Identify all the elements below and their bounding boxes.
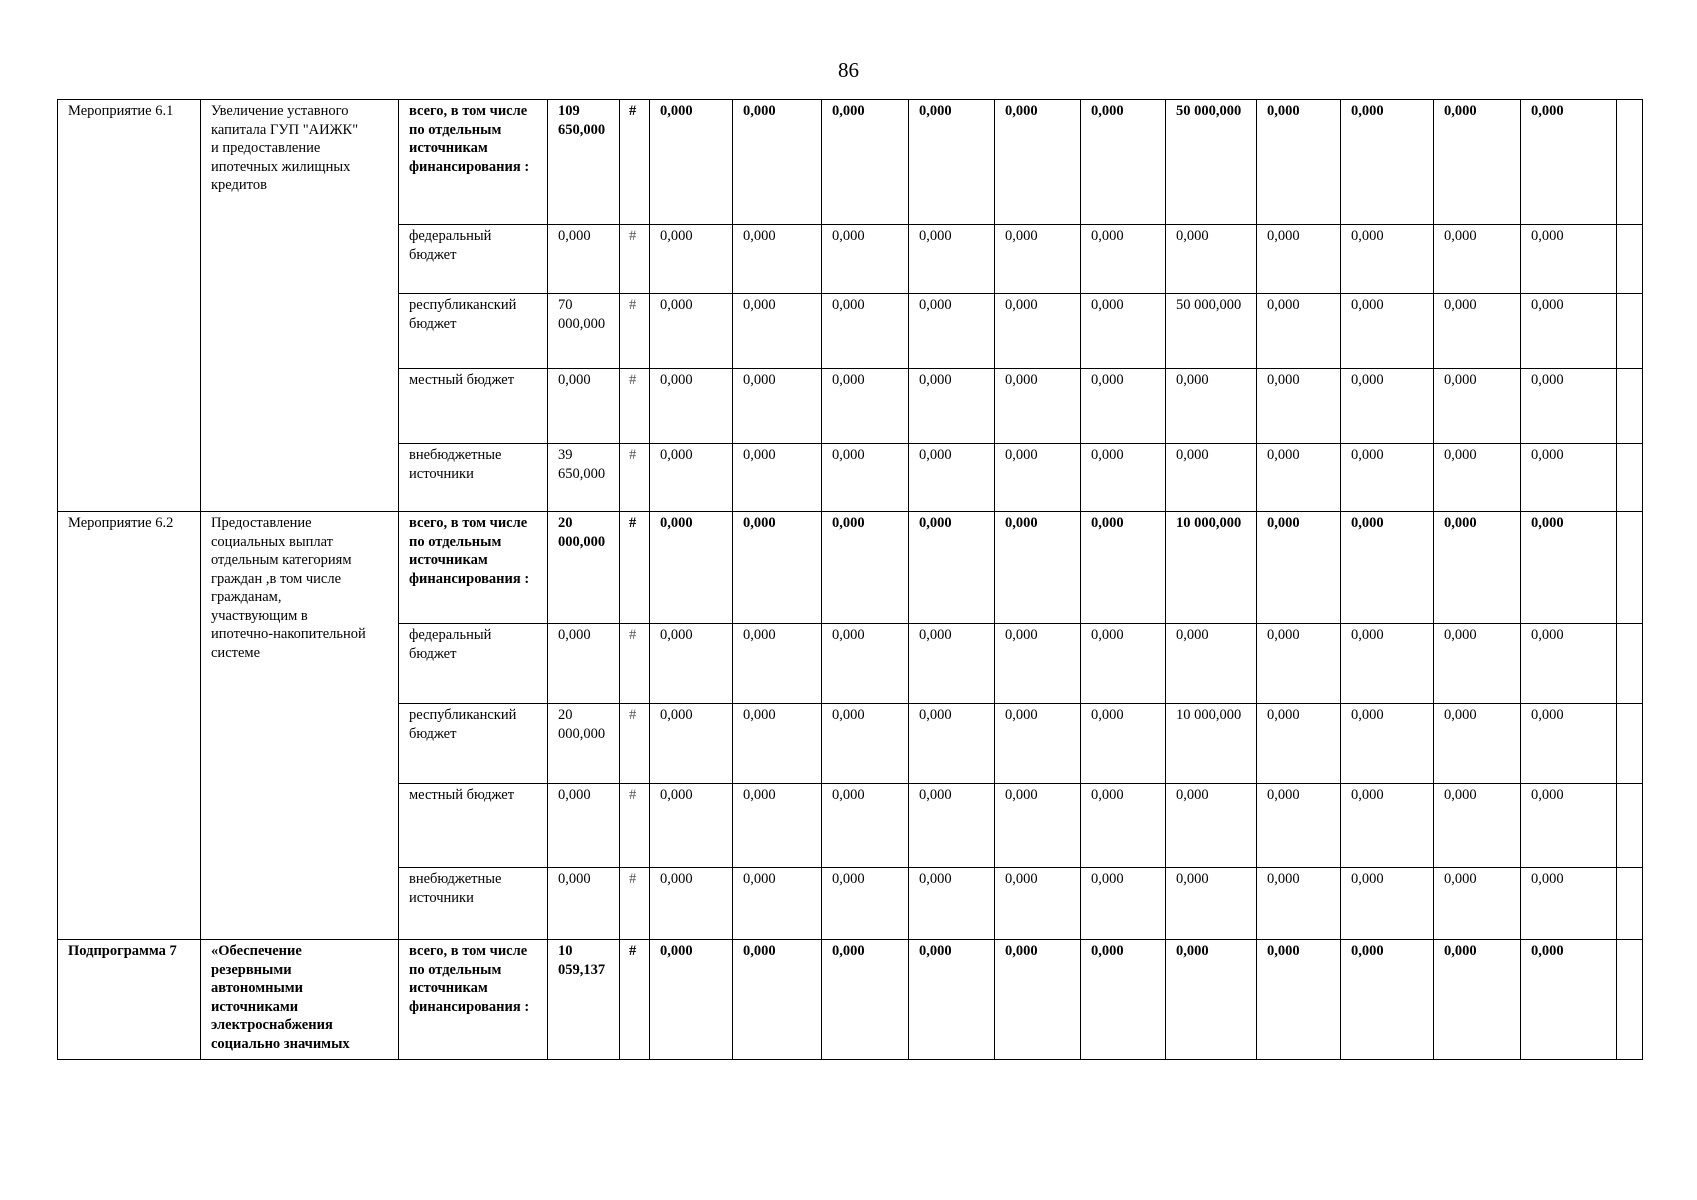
year-amount: 0,000	[1081, 512, 1166, 624]
overflow-marker: #	[620, 704, 650, 784]
table-row	[58, 512, 1643, 624]
year-amount: 0,000	[1166, 784, 1257, 868]
year-amount: 0,000	[822, 369, 909, 444]
overflow-marker: #	[620, 444, 650, 512]
year-amount: 0,000	[995, 225, 1081, 294]
year-amount: 0,000	[650, 369, 733, 444]
year-amount: 0,000	[1341, 512, 1434, 624]
empty-cell	[1617, 624, 1643, 704]
empty-cell	[1617, 512, 1643, 624]
year-amount: 0,000	[1257, 868, 1341, 940]
table-row	[58, 100, 1643, 225]
year-amount: 0,000	[1081, 444, 1166, 512]
year-amount: 0,000	[995, 940, 1081, 1060]
empty-cell	[1617, 294, 1643, 369]
measure-label: Мероприятие 6.1	[58, 100, 201, 512]
empty-cell	[1617, 704, 1643, 784]
overflow-marker: #	[620, 512, 650, 624]
year-amount: 50 000,000	[1166, 100, 1257, 225]
funding-source: республиканский бюджет	[399, 704, 548, 784]
total-amount: 70 000,000	[548, 294, 620, 369]
measure-label: Мероприятие 6.2	[58, 512, 201, 940]
year-amount: 0,000	[733, 868, 822, 940]
year-amount: 0,000	[1521, 868, 1617, 940]
year-amount: 10 000,000	[1166, 704, 1257, 784]
funding-source: местный бюджет	[399, 369, 548, 444]
year-amount: 0,000	[1081, 940, 1166, 1060]
year-amount: 0,000	[733, 100, 822, 225]
year-amount: 0,000	[1434, 225, 1521, 294]
year-amount: 0,000	[822, 868, 909, 940]
page-number: 86	[838, 58, 859, 82]
overflow-marker: #	[620, 225, 650, 294]
year-amount: 0,000	[733, 940, 822, 1060]
year-amount: 0,000	[909, 940, 995, 1060]
year-amount: 0,000	[1257, 444, 1341, 512]
year-amount: 0,000	[1341, 225, 1434, 294]
year-amount: 0,000	[1434, 784, 1521, 868]
total-amount: 10 059,137	[548, 940, 620, 1060]
year-amount: 0,000	[995, 624, 1081, 704]
measure-name: Предоставление социальных выплат отдельным категориям граждан ,в том числе гражданам, участвующим в ипотечно-накопительной системе	[201, 512, 399, 940]
year-amount: 0,000	[1257, 369, 1341, 444]
year-amount: 0,000	[1434, 868, 1521, 940]
year-amount: 0,000	[822, 940, 909, 1060]
year-amount: 0,000	[822, 624, 909, 704]
year-amount: 0,000	[650, 784, 733, 868]
year-amount: 0,000	[733, 624, 822, 704]
year-amount: 0,000	[1341, 940, 1434, 1060]
year-amount: 0,000	[650, 225, 733, 294]
year-amount: 0,000	[1166, 225, 1257, 294]
year-amount: 0,000	[1081, 784, 1166, 868]
year-amount: 0,000	[1257, 294, 1341, 369]
funding-source: федеральный бюджет	[399, 624, 548, 704]
year-amount: 0,000	[909, 512, 995, 624]
overflow-marker: #	[620, 624, 650, 704]
year-amount: 0,000	[1081, 704, 1166, 784]
total-amount: 20 000,000	[548, 512, 620, 624]
year-amount: 0,000	[1166, 624, 1257, 704]
overflow-marker: #	[620, 868, 650, 940]
year-amount: 0,000	[1081, 225, 1166, 294]
year-amount: 0,000	[1166, 940, 1257, 1060]
year-amount: 0,000	[822, 444, 909, 512]
year-amount: 0,000	[650, 100, 733, 225]
year-amount: 0,000	[1434, 704, 1521, 784]
total-amount: 20 000,000	[548, 704, 620, 784]
measure-name: Увеличение уставного капитала ГУП "АИЖК" и предоставление ипотечных жилищных кредитов	[201, 100, 399, 512]
measure-name: «Обеспечение резервными автономными источниками электроснабжения социально значимых	[201, 940, 399, 1060]
year-amount: 0,000	[1257, 512, 1341, 624]
year-amount: 0,000	[1341, 784, 1434, 868]
total-amount: 0,000	[548, 369, 620, 444]
year-amount: 0,000	[909, 444, 995, 512]
empty-cell	[1617, 225, 1643, 294]
budget-table	[57, 99, 1643, 1060]
year-amount: 0,000	[995, 294, 1081, 369]
year-amount: 0,000	[1166, 369, 1257, 444]
year-amount: 0,000	[1081, 369, 1166, 444]
year-amount: 0,000	[1081, 100, 1166, 225]
year-amount: 0,000	[1521, 940, 1617, 1060]
year-amount: 0,000	[1341, 100, 1434, 225]
funding-source: местный бюджет	[399, 784, 548, 868]
year-amount: 0,000	[1257, 100, 1341, 225]
empty-cell	[1617, 100, 1643, 225]
funding-source: всего, в том числе по отдельным источникам финансирования :	[399, 100, 548, 225]
total-amount: 0,000	[548, 868, 620, 940]
measure-label: Подпрограмма 7	[58, 940, 201, 1060]
year-amount: 0,000	[733, 512, 822, 624]
overflow-marker: #	[620, 784, 650, 868]
year-amount: 0,000	[733, 225, 822, 294]
year-amount: 0,000	[822, 704, 909, 784]
year-amount: 0,000	[1521, 369, 1617, 444]
year-amount: 0,000	[1521, 294, 1617, 369]
year-amount: 0,000	[1081, 624, 1166, 704]
year-amount: 0,000	[650, 512, 733, 624]
table-row	[58, 940, 1643, 1060]
year-amount: 0,000	[733, 444, 822, 512]
year-amount: 0,000	[1434, 294, 1521, 369]
empty-cell	[1617, 868, 1643, 940]
funding-source: всего, в том числе по отдельным источникам финансирования :	[399, 512, 548, 624]
year-amount: 0,000	[733, 294, 822, 369]
year-amount: 0,000	[1257, 624, 1341, 704]
year-amount: 0,000	[1166, 868, 1257, 940]
year-amount: 0,000	[1257, 940, 1341, 1060]
total-amount: 0,000	[548, 624, 620, 704]
year-amount: 0,000	[995, 704, 1081, 784]
total-amount: 39 650,000	[548, 444, 620, 512]
year-amount: 0,000	[650, 294, 733, 369]
year-amount: 0,000	[650, 868, 733, 940]
overflow-marker: #	[620, 369, 650, 444]
year-amount: 0,000	[909, 704, 995, 784]
year-amount: 0,000	[1521, 624, 1617, 704]
year-amount: 0,000	[1341, 868, 1434, 940]
year-amount: 0,000	[822, 225, 909, 294]
year-amount: 0,000	[1521, 784, 1617, 868]
year-amount: 0,000	[1257, 704, 1341, 784]
year-amount: 0,000	[1341, 369, 1434, 444]
year-amount: 0,000	[650, 940, 733, 1060]
funding-source: всего, в том числе по отдельным источникам финансирования :	[399, 940, 548, 1060]
year-amount: 0,000	[1434, 512, 1521, 624]
funding-source: республиканский бюджет	[399, 294, 548, 369]
year-amount: 0,000	[822, 294, 909, 369]
year-amount: 0,000	[733, 784, 822, 868]
year-amount: 0,000	[995, 784, 1081, 868]
year-amount: 0,000	[909, 369, 995, 444]
overflow-marker: #	[620, 100, 650, 225]
year-amount: 0,000	[1257, 784, 1341, 868]
year-amount: 0,000	[1341, 624, 1434, 704]
year-amount: 0,000	[1081, 294, 1166, 369]
empty-cell	[1617, 444, 1643, 512]
year-amount: 0,000	[909, 100, 995, 225]
year-amount: 0,000	[909, 868, 995, 940]
year-amount: 0,000	[1521, 444, 1617, 512]
year-amount: 0,000	[822, 512, 909, 624]
year-amount: 0,000	[822, 100, 909, 225]
year-amount: 0,000	[1521, 704, 1617, 784]
year-amount: 0,000	[909, 624, 995, 704]
year-amount: 0,000	[1341, 294, 1434, 369]
total-amount: 0,000	[548, 784, 620, 868]
year-amount: 0,000	[1166, 444, 1257, 512]
year-amount: 0,000	[995, 444, 1081, 512]
empty-cell	[1617, 369, 1643, 444]
year-amount: 0,000	[995, 512, 1081, 624]
funding-source: федеральный бюджет	[399, 225, 548, 294]
year-amount: 0,000	[995, 868, 1081, 940]
year-amount: 0,000	[822, 784, 909, 868]
funding-source: внебюджетные источники	[399, 444, 548, 512]
year-amount: 0,000	[909, 294, 995, 369]
total-amount: 0,000	[548, 225, 620, 294]
year-amount: 10 000,000	[1166, 512, 1257, 624]
year-amount: 0,000	[1341, 704, 1434, 784]
year-amount: 0,000	[1434, 100, 1521, 225]
year-amount: 0,000	[1521, 225, 1617, 294]
year-amount: 0,000	[1081, 868, 1166, 940]
year-amount: 50 000,000	[1166, 294, 1257, 369]
year-amount: 0,000	[1434, 444, 1521, 512]
year-amount: 0,000	[733, 704, 822, 784]
year-amount: 0,000	[1521, 512, 1617, 624]
funding-source: внебюджетные источники	[399, 868, 548, 940]
year-amount: 0,000	[995, 369, 1081, 444]
year-amount: 0,000	[1434, 940, 1521, 1060]
year-amount: 0,000	[650, 444, 733, 512]
total-amount: 109 650,000	[548, 100, 620, 225]
year-amount: 0,000	[1257, 225, 1341, 294]
overflow-marker: #	[620, 940, 650, 1060]
year-amount: 0,000	[1521, 100, 1617, 225]
year-amount: 0,000	[650, 704, 733, 784]
overflow-marker: #	[620, 294, 650, 369]
year-amount: 0,000	[995, 100, 1081, 225]
year-amount: 0,000	[1434, 624, 1521, 704]
year-amount: 0,000	[650, 624, 733, 704]
year-amount: 0,000	[1341, 444, 1434, 512]
empty-cell	[1617, 784, 1643, 868]
empty-cell	[1617, 940, 1643, 1060]
year-amount: 0,000	[909, 784, 995, 868]
year-amount: 0,000	[1434, 369, 1521, 444]
year-amount: 0,000	[733, 369, 822, 444]
year-amount: 0,000	[909, 225, 995, 294]
